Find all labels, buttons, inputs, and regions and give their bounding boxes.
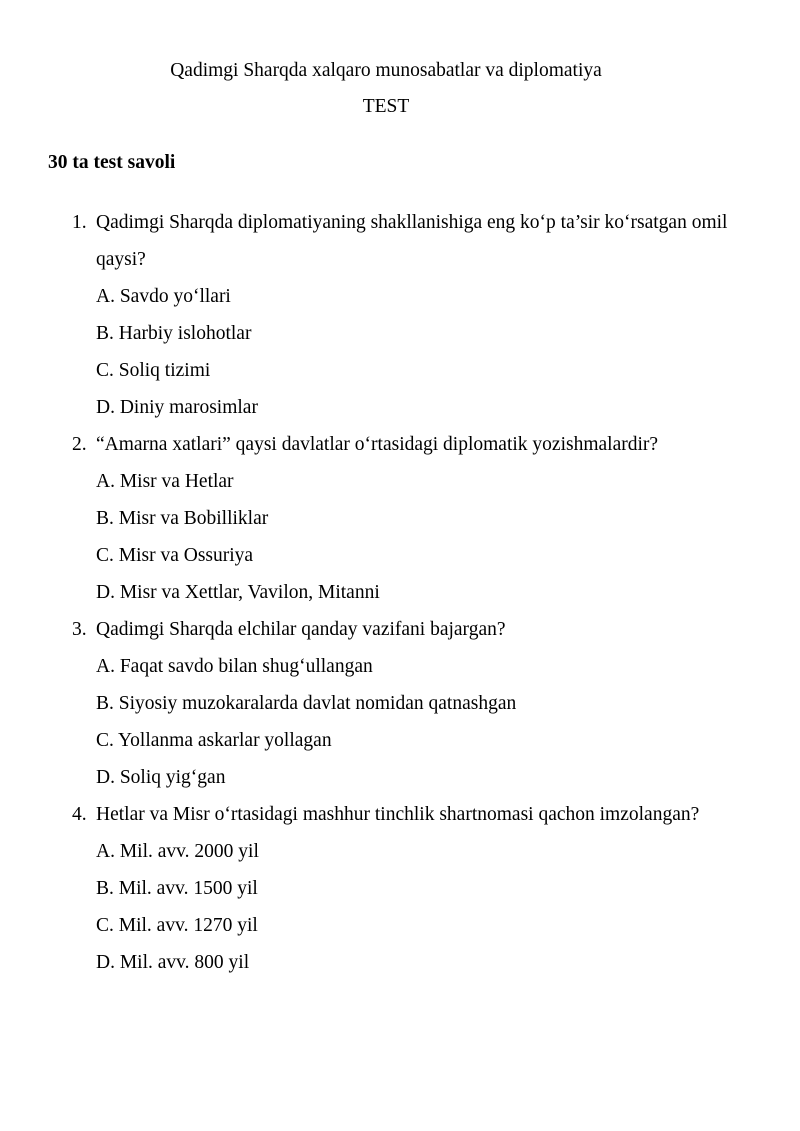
question-text: Qadimgi Sharqda elchilar qanday vazifani bajargan? (96, 619, 506, 640)
document-title: Qadimgi Sharqda xalqaro munosabatlar va diplomatiya (170, 60, 602, 81)
question-list (0, 204, 760, 981)
answer-option: D. Diniy marosimlar (96, 397, 258, 418)
answer-option: C. Yollanma askarlar yollagan (96, 730, 332, 751)
answer-options (96, 648, 760, 796)
answer-option: D. Misr va Xettlar, Vavilon, Mitanni (96, 582, 380, 603)
question-text: Hetlar va Misr o‘rtasidagi mashhur tinchlik shartnomasi qachon imzolangan? (96, 804, 700, 825)
answer-option: A. Misr va Hetlar (96, 471, 234, 492)
answer-option: B. Misr va Bobilliklar (96, 508, 269, 529)
question-number: 1. (72, 212, 87, 233)
answer-option: B. Harbiy islohotlar (96, 323, 252, 344)
question-number: 4. (72, 804, 87, 825)
question-2 (0, 426, 760, 611)
answer-option: A. Mil. avv. 2000 yil (96, 841, 259, 862)
answer-option: D. Soliq yig‘gan (96, 767, 226, 788)
question-number: 3. (72, 619, 87, 640)
answer-option: B. Siyosiy muzokaralarda davlat nomidan qatnashgan (96, 693, 517, 714)
answer-options (96, 833, 760, 981)
section-heading: 30 ta test savoli (48, 152, 176, 173)
question-4 (0, 796, 760, 981)
answer-option: C. Misr va Ossuriya (96, 545, 254, 566)
question-3 (0, 611, 760, 796)
question-text: “Amarna xatlari” qaysi davlatlar o‘rtasidagi diplomatik yozishmalardir? (96, 434, 659, 455)
answer-option: C. Mil. avv. 1270 yil (96, 915, 258, 936)
question-text: Qadimgi Sharqda diplomatiyaning shakllanishiga eng ko‘p ta’sir ko‘rsatgan omil qaysi? (96, 212, 728, 270)
answer-option: D. Mil. avv. 800 yil (96, 952, 250, 973)
answer-option: A. Savdo yo‘llari (96, 286, 231, 307)
question-1 (0, 204, 760, 426)
question-number: 2. (72, 434, 87, 455)
answer-options (96, 463, 760, 611)
answer-option: A. Faqat savdo bilan shug‘ullangan (96, 656, 373, 677)
answer-option: C. Soliq tizimi (96, 360, 211, 381)
answer-option: B. Mil. avv. 1500 yil (96, 878, 258, 899)
document-subtitle: TEST (362, 96, 410, 117)
answer-options (96, 278, 760, 426)
